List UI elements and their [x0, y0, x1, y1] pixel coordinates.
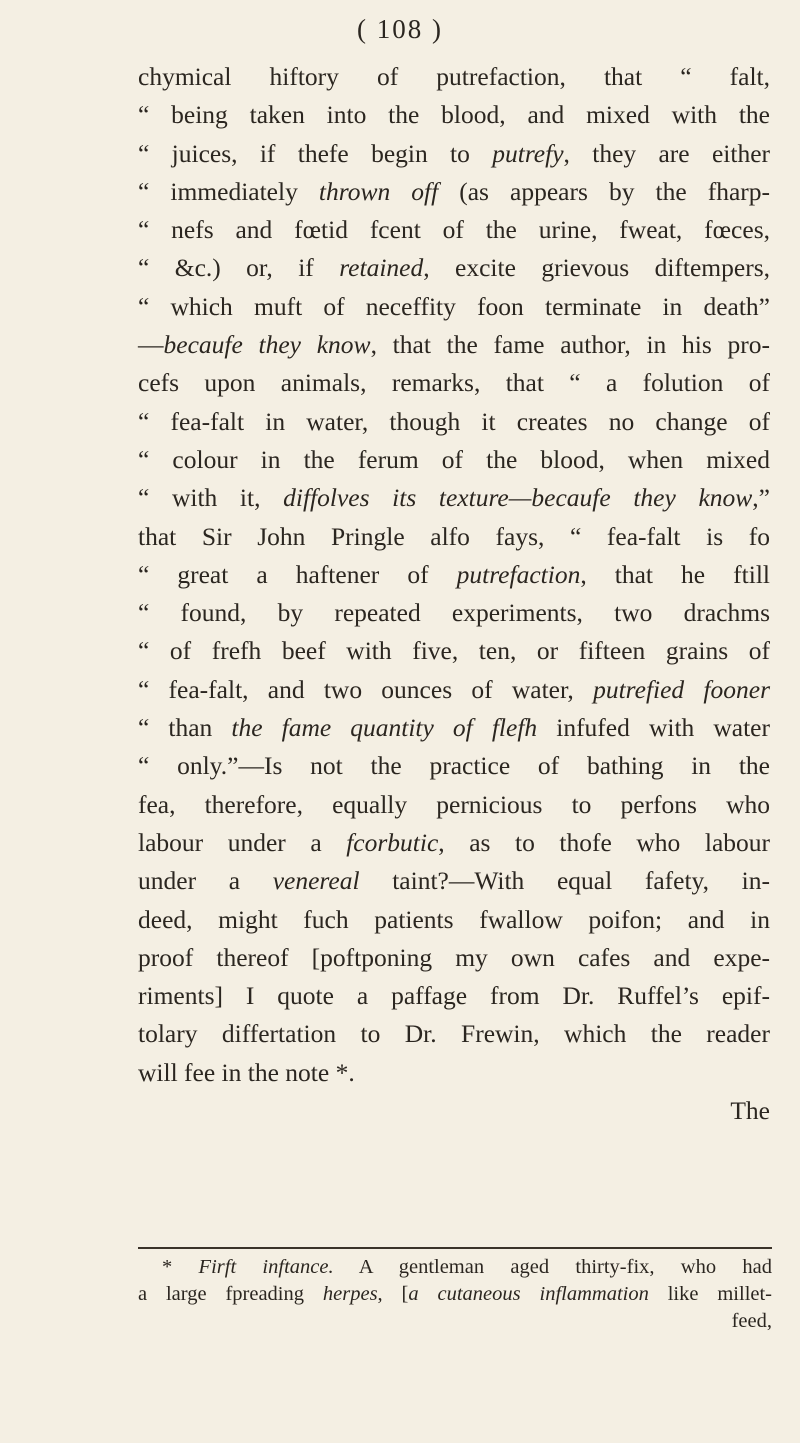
text-run: , [ — [377, 1283, 409, 1305]
body-line — [138, 594, 770, 632]
text-run: “ nefs and fœtid fcent of the urine, fweat, fœces, — [138, 215, 770, 245]
italic-text: becaufe they know — [163, 330, 371, 360]
italic-text: putrefy — [492, 138, 564, 168]
body-line — [138, 518, 770, 556]
text-run: “ which muft of neceffity foon terminate in death” — [138, 291, 770, 321]
body-line — [138, 977, 770, 1015]
body-line — [138, 326, 770, 364]
text-run: “ being taken into the blood, and mixed with the — [138, 100, 770, 130]
italic-text: the fame quantity of flefh — [231, 713, 538, 743]
body-line — [138, 824, 770, 862]
text-run: “ fea-falt in water, though it creates no change of — [138, 406, 770, 436]
text-run: “ immediately — [138, 176, 319, 206]
body-line — [138, 288, 770, 326]
text-run: deed, might fuch patients fwallow poifon; and in — [138, 904, 770, 934]
text-run: — — [138, 330, 164, 360]
text-run: that Sir John Pringle alfo fays, “ fea-falt is fo — [138, 521, 770, 551]
text-run: (as appears by the fharp- — [438, 176, 770, 206]
body-line — [138, 96, 770, 134]
text-run: “ colour in the ferum of the blood, when mixed — [138, 444, 770, 474]
body-line — [138, 403, 770, 441]
body-line — [138, 862, 770, 900]
body-line — [138, 479, 770, 517]
text-run: , as to thofe who labour — [438, 827, 771, 857]
text-run: “ than — [138, 713, 232, 743]
body-line — [138, 747, 770, 785]
body-line — [138, 58, 770, 96]
body-line — [138, 211, 770, 249]
text-run: “ great a haftener of — [138, 559, 457, 589]
italic-text: Firft inftance. — [198, 1256, 334, 1278]
page-number: ( 108 ) — [357, 14, 443, 44]
text-run: , that the fame author, in his pro- — [370, 330, 770, 360]
text-run: infufed with water — [537, 713, 770, 743]
body-line — [138, 556, 770, 594]
body-line — [138, 632, 770, 670]
text-run: like millet- — [648, 1283, 773, 1305]
body-text — [138, 58, 770, 1130]
italic-text: diffolves its texture—becaufe they know — [283, 483, 753, 513]
italic-text: putrefied fooner — [593, 674, 770, 704]
text-run: ,” — [752, 483, 770, 513]
text-run: * — [162, 1256, 199, 1278]
italic-text: fcorbutic — [346, 827, 439, 857]
footnote — [138, 1254, 772, 1335]
text-run: under a — [138, 866, 273, 896]
body-line — [138, 1015, 770, 1053]
italic-text: a cutaneous inflammation — [408, 1283, 649, 1305]
text-run: proof thereof [poftponing my own cafes and expe- — [138, 942, 770, 972]
italic-text: putrefaction — [456, 559, 581, 589]
body-line — [138, 939, 770, 977]
italic-text: thrown off — [318, 176, 439, 206]
body-line — [138, 441, 770, 479]
body-line — [138, 173, 770, 211]
italic-text: retained — [339, 253, 424, 283]
text-run: a large fpreading — [138, 1283, 323, 1305]
text-run: fea, therefore, equally pernicious to perfons who — [138, 789, 770, 819]
text-run: “ with it, — [138, 483, 284, 513]
body-line — [138, 671, 770, 709]
text-run: “ of frefh beef with five, ten, or fifteen grains of — [138, 636, 770, 666]
text-run: cefs upon animals, remarks, that “ a folution of — [138, 368, 770, 398]
text-run: , they are either — [563, 138, 771, 168]
text-run: “ found, by repeated experiments, two drachms — [138, 598, 770, 628]
text-run: will fee in the note *. — [138, 1057, 355, 1087]
body-line — [138, 364, 770, 402]
body-line — [138, 786, 770, 824]
footnote-line — [138, 1281, 772, 1308]
catchword: The — [730, 1096, 770, 1126]
text-run: , excite grievous diftempers, — [423, 253, 770, 283]
body-line — [138, 249, 770, 287]
text-run: taint?—With equal fafety, in- — [359, 866, 770, 896]
text-run: tolary differtation to Dr. Frewin, which the reader — [138, 1019, 770, 1049]
text-run: “ juices, if thefe begin to — [138, 138, 493, 168]
text-run: , that he ftill — [580, 559, 770, 589]
text-run: “ &c.) or, if — [138, 253, 340, 283]
text-run: labour under a — [138, 827, 347, 857]
footnote-line — [138, 1254, 772, 1281]
text-run: A gentleman aged thirty-fix, who had — [333, 1256, 773, 1278]
text-run: chymical hiftory of putrefaction, that “ falt, — [138, 62, 770, 91]
footnote-catchword: feed, — [731, 1310, 772, 1332]
body-line — [138, 901, 770, 939]
body-line — [138, 1054, 770, 1092]
body-line — [138, 709, 770, 747]
footnote-divider — [138, 1247, 772, 1249]
text-run: “ only.”—Is not the practice of bathing in the — [138, 751, 770, 781]
italic-text: herpes — [322, 1283, 378, 1305]
body-line — [138, 135, 770, 173]
text-run: riments] I quote a paffage from Dr. Ruffel’s epif- — [138, 981, 770, 1011]
italic-text: venereal — [272, 866, 360, 896]
text-run: “ fea-falt, and two ounces of water, — [138, 674, 594, 704]
